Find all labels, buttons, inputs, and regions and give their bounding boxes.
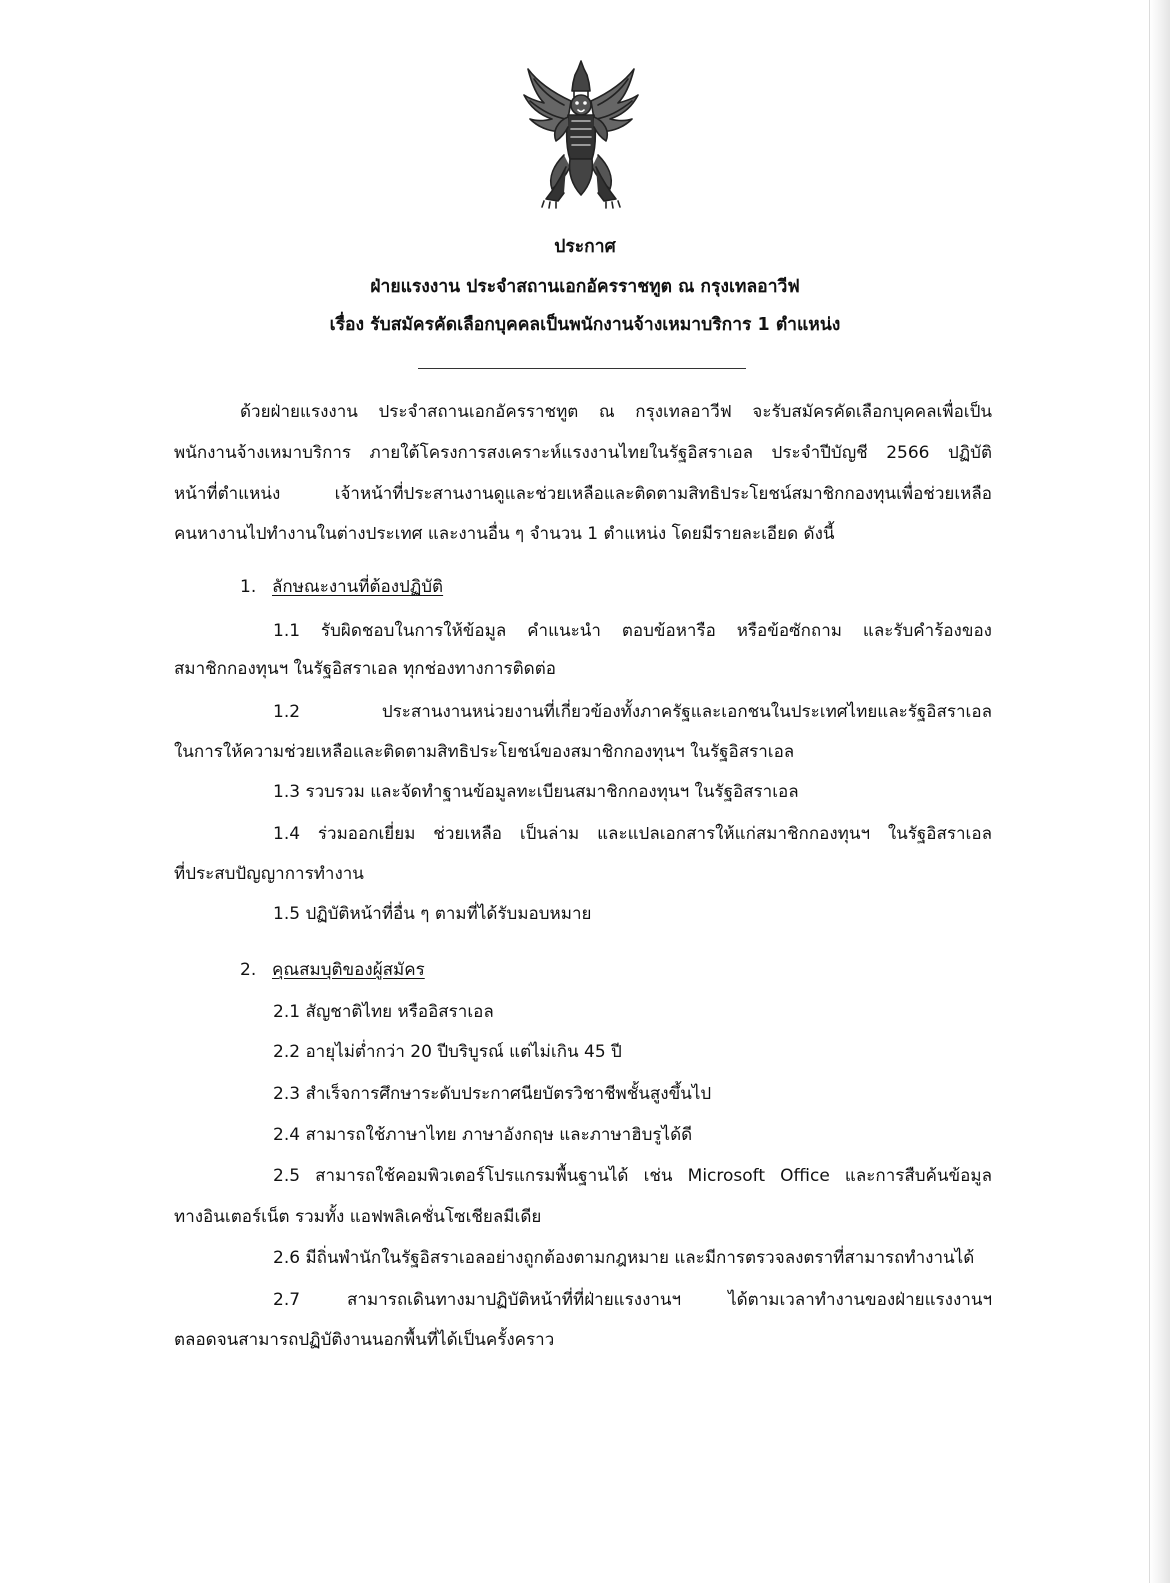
document-subject: เรื่อง รับสมัครคัดเลือกบุคคลเป็นพนักงานจ้างเหมาบริการ 1 ตำแหน่ง: [329, 315, 841, 335]
garuda-emblem-icon: [518, 55, 644, 215]
list-item-line: สมาชิกกองทุนฯ ในรัฐอิสราเอล ทุกช่องทางการติดต่อ: [174, 659, 556, 679]
intro-line: คนหางานไปทำงานในต่างประเทศ และงานอื่น ๆ จำนวน 1 ตำแหน่ง โดยมีรายละเอียด ดังนี้: [174, 524, 835, 544]
list-item-line: ในการให้ความช่วยเหลือและติดตามสิทธิประโยชน์ของสมาชิกกองทุนฯ ในรัฐอิสราเอล: [174, 742, 795, 762]
document-title: ประกาศ: [554, 237, 616, 257]
intro-line: หน้าที่ตำแหน่ง เจ้าหน้าที่ประสานงานดูและช่วยเหลือและติดตามสิทธิประโยชน์สมาชิกกองทุนเพื่อช่วยเหลือ: [174, 484, 992, 504]
list-item-line: 2.5 สามารถใช้คอมพิวเตอร์โปรแกรมพื้นฐานได้ เช่น Microsoft Office และการสืบค้นข้อมูล: [273, 1166, 992, 1186]
list-item-line: 2.6 มีถิ่นพำนักในรัฐอิสราเอลอย่างถูกต้องตามกฎหมาย และมีการตรวจลงตราที่สามารถทำงานได้: [273, 1248, 975, 1268]
heading-divider: [418, 368, 746, 369]
section-number: 1.: [240, 577, 257, 597]
list-item-line: 2.2 อายุไม่ต่ำกว่า 20 ปีบริบูรณ์ แต่ไม่เกิน 45 ปี: [273, 1042, 622, 1062]
list-item-line: 1.2 ประสานงานหน่วยงานที่เกี่ยวข้องทั้งภาครัฐและเอกชนในประเทศไทยและรัฐอิสราเอล: [273, 702, 992, 722]
section-number: 2.: [240, 960, 257, 980]
list-item-line: 1.1 รับผิดชอบในการให้ข้อมูล คำแนะนำ ตอบข้อหารือ หรือข้อซักถาม และรับคำร้องของ: [273, 621, 992, 641]
list-item-line: 1.4 ร่วมออกเยี่ยม ช่วยเหลือ เป็นล่าม และแปลเอกสารให้แก่สมาชิกกองทุนฯ ในรัฐอิสราเอล: [273, 824, 992, 844]
list-item-line: 1.3 รวบรวม และจัดทำฐานข้อมูลทะเบียนสมาชิกกองทุนฯ ในรัฐอิสราเอล: [273, 782, 799, 802]
list-item-line: 2.7 สามารถเดินทางมาปฏิบัติหน้าที่ที่ฝ่ายแรงงานฯ ได้ตามเวลาทำงานของฝ่ายแรงงานฯ: [273, 1290, 992, 1310]
section-title: คุณสมบุติของผู้สมัคร: [272, 960, 425, 980]
intro-line: พนักงานจ้างเหมาบริการ ภายใต้โครงการสงเคราะห์แรงงานไทยในรัฐอิสราเอล ประจำปีบัญชี 2566 ปฏิบัติ: [174, 443, 992, 463]
list-item-line: 2.3 สำเร็จการศึกษาระดับประกาศนียบัตรวิชาชีพชั้นสูงขึ้นไป: [273, 1084, 712, 1104]
section-title: ลักษณะงานที่ต้องปฏิบัติ: [272, 577, 444, 597]
list-item-line: 2.1 สัญชาติไทย หรืออิสราเอล: [273, 1002, 494, 1022]
office-name: ฝ่ายแรงงาน ประจำสถานเอกอัครราชทูต ณ กรุงเทลอาวีฟ: [370, 277, 800, 297]
list-item-line: 2.4 สามารถใช้ภาษาไทย ภาษาอังกฤษ และภาษาฮิบรูได้ดี: [273, 1125, 693, 1145]
list-item-line: ที่ประสบปัญญาการทำงาน: [174, 864, 364, 884]
list-item-line: ทางอินเตอร์เน็ต รวมทั้ง แอฟพลิเคชั่นโซเชียลมีเดีย: [174, 1207, 542, 1227]
list-item-line: 1.5 ปฏิบัติหน้าที่อื่น ๆ ตามที่ได้รับมอบหมาย: [273, 904, 592, 924]
intro-line: ด้วยฝ่ายแรงงาน ประจำสถานเอกอัครราชทูต ณ กรุงเทลอาวีฟ จะรับสมัครคัดเลือกบุคคลเพื่อเป็น: [240, 402, 992, 422]
list-item-line: ตลอดจนสามารถปฏิบัติงานนอกพื้นที่ได้เป็นครั้งคราว: [174, 1330, 555, 1350]
